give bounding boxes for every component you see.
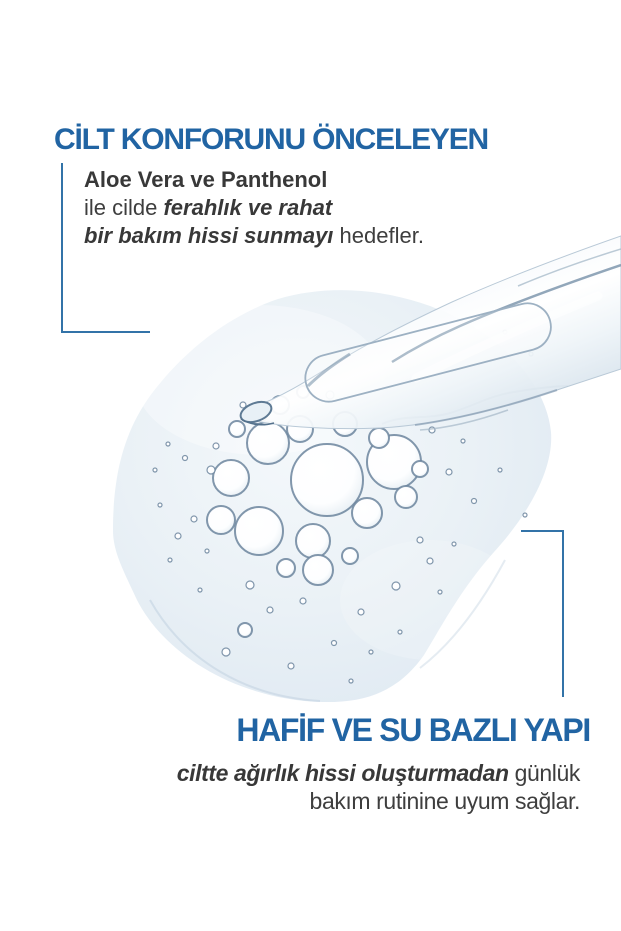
bottom-heading: HAFİF VE SU BAZLI YAPI — [236, 712, 590, 748]
top-body — [84, 166, 424, 250]
bottom-connector-line — [521, 530, 564, 697]
top-body-line2-regular: ile cilde — [84, 195, 164, 220]
top-heading: CİLT KONFORUNU ÖNCELEYEN — [54, 123, 488, 156]
top-body-line3-regular: hedefler. — [333, 223, 424, 248]
bottom-body-line1-emphasis: ciltte ağırlık hissi oluşturmadan — [176, 760, 509, 786]
top-body-line2 — [84, 194, 424, 222]
top-body-line1: Aloe Vera ve Panthenol — [84, 167, 328, 192]
top-body-line3 — [84, 222, 424, 250]
top-body-line2-emphasis: ferahlık ve rahat — [163, 195, 333, 220]
bottom-body — [177, 759, 580, 815]
bottom-body-line1 — [177, 759, 580, 787]
bottom-body-line2: bakım rutinine uyum sağlar. — [309, 788, 580, 814]
top-body-line3-emphasis: bir bakım hissi sunmayı — [84, 223, 334, 248]
bottom-body-line1-regular: günlük — [508, 760, 580, 786]
